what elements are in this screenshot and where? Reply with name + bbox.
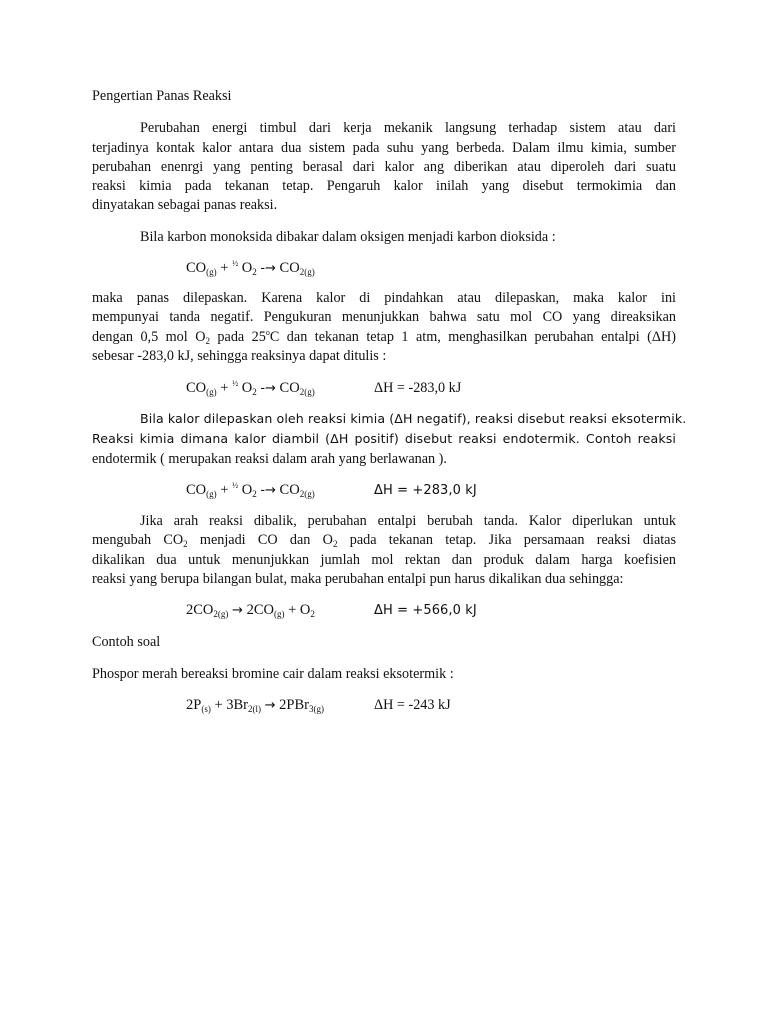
paragraph-line: sebesar -283,0 kJ, sehingga reaksinya dapat ditulis :: [92, 348, 387, 364]
paragraph-line: reaksi yang berupa bilangan bulat, maka perubahan entalpi pun harus dikalikan dua sehingga:: [92, 571, 624, 587]
enthalpy-value: ΔH = +566,0 kJ: [374, 603, 477, 618]
equation-3: $CO_{(g)} + ^{\frac{1}{2}}$ $O_2 -\to CO_{2(g)}$: [186, 481, 315, 499]
paragraph-line: dikalikan dua untuk menunjukkan jumlah mol rektan dan produk dalam harga koefisien: [92, 552, 676, 568]
enthalpy-value: ΔH = +283,0 kJ: [374, 483, 477, 498]
paragraph-line: Bila kalor dilepaskan oleh reaksi kimia (ΔH negatif), reaksi disebut reaksi eksotermik.: [140, 411, 687, 426]
paragraph-line: Phospor merah bereaksi bromine cair dalam reaksi eksotermik :: [92, 666, 454, 682]
paragraph-line: terjadinya kontak kalor antara dua sistem pada suhu yang berbeda. Dalam ilmu kimia, sumber: [92, 140, 676, 156]
section-heading: Contoh soal: [92, 634, 161, 650]
paragraph-line: Perubahan energi timbul dari kerja mekanik langsung terhadap sistem atau dari: [140, 120, 676, 136]
paragraph-line: reaksi kimia pada tekanan tetap. Pengaruh kalor inilah yang disebut termokimia dan: [92, 178, 676, 194]
enthalpy-value: ΔH = -283,0 kJ: [374, 380, 462, 396]
equation-1: $CO_{(g)} + ^{\frac{1}{2}}$ $O_2 -\to CO_{2(g)}$: [186, 259, 315, 277]
equation-2: $CO_{(g)} + ^{\frac{1}{2}}$ $O_2 -\to CO_{2(g)}$: [186, 379, 315, 397]
paragraph-line: maka panas dilepaskan. Karena kalor di pindahkan atau dilepaskan, maka kalor ini: [92, 290, 676, 306]
paragraph-line: dengan 0,5 mol $O_2$ pada 25$^o$C dan tekanan tetap 1 atm, menghasilkan perubahan entalpi (ΔH): [92, 328, 676, 346]
equation-4: $2CO_{2(g)} \to 2CO_{(g)} + O_2$: [186, 602, 315, 619]
paragraph-line: dinyatakan sebagai panas reaksi.: [92, 197, 278, 213]
paragraph-line: perubahan enenrgi yang penting berasal dari kalor ang diberikan atau diperoleh dari suatu: [92, 159, 676, 175]
page-title: Pengertian Panas Reaksi: [92, 88, 232, 104]
enthalpy-value: ΔH = -243 kJ: [374, 697, 451, 713]
paragraph-line: endotermik ( merupakan reaksi dalam arah yang berlawanan ).: [92, 451, 447, 467]
equation-5: $2P_{(s)} + 3Br_{2(l)} \to 2PBr_{3(g)}$: [186, 697, 324, 714]
paragraph-line: Reaksi kimia dimana kalor diambil (ΔH positif) disebut reaksi endotermik. Contoh reaksi: [92, 431, 676, 446]
paragraph-line: mempunyai tanda negatif. Pengukuran menunjukkan bahwa satu mol CO yang direaksikan: [92, 309, 676, 325]
paragraph-line: Bila karbon monoksida dibakar dalam oksigen menjadi karbon dioksida :: [140, 229, 556, 245]
paragraph-line: Jika arah reaksi dibalik, perubahan entalpi berubah tanda. Kalor diperlukan untuk: [140, 513, 676, 529]
paragraph-line: mengubah $CO_2$ menjadi CO dan $O_2$ pada tekanan tetap. Jika persamaan reaksi diatas: [92, 532, 676, 549]
